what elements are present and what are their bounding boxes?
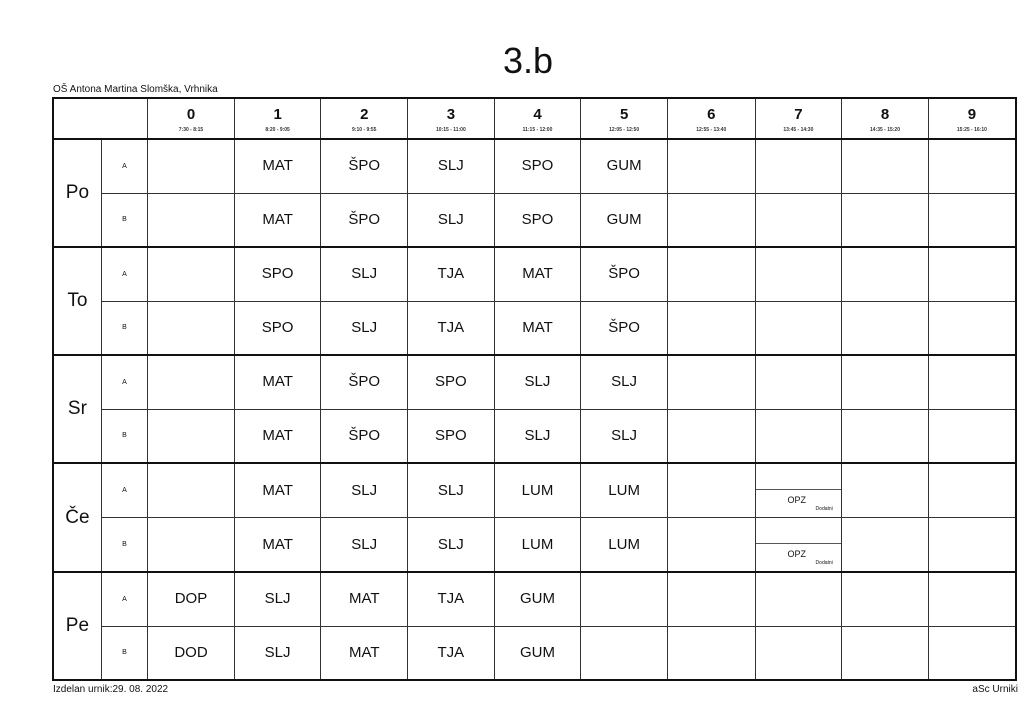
- extra-lesson: [756, 489, 842, 518]
- subject-label: SLJ: [611, 426, 638, 444]
- subject-label: MAT: [262, 481, 293, 499]
- lesson-cell: [667, 247, 755, 301]
- period-number: 5: [619, 106, 629, 123]
- subject-label: TJA: [437, 590, 465, 608]
- subject-label: SPO: [521, 157, 554, 175]
- lesson-cell: [842, 193, 929, 247]
- group-label: B: [101, 409, 147, 463]
- lesson-cell: [928, 518, 1016, 573]
- lesson-cell: [234, 518, 321, 573]
- lesson-cell: [581, 463, 668, 518]
- lesson-cell: [581, 355, 668, 409]
- table-row: [53, 463, 1016, 518]
- lesson-cell: [755, 409, 842, 463]
- lesson-cell: [234, 139, 321, 193]
- lesson-cell: [928, 409, 1016, 463]
- subject-label: ŠPO: [348, 210, 381, 228]
- day-label: Po: [53, 139, 101, 247]
- period-header-9: [928, 98, 1016, 139]
- subject-label: SLJ: [611, 373, 638, 391]
- lesson-cell: [234, 626, 321, 680]
- subject-label: SLJ: [351, 318, 378, 336]
- subject-label: SPO: [435, 426, 467, 444]
- lesson-cell: [321, 572, 408, 626]
- lesson-cell: [755, 193, 842, 247]
- lesson-cell: [408, 247, 495, 301]
- period-number: 9: [967, 106, 977, 123]
- group-label: A: [101, 572, 147, 626]
- lesson-cell: [755, 355, 842, 409]
- period-header-2: [321, 98, 408, 139]
- group-label: B: [101, 301, 147, 355]
- subject-label: TJA: [437, 265, 465, 283]
- period-header-4: [494, 98, 581, 139]
- lesson-cell: [148, 301, 235, 355]
- lesson-cell: [928, 139, 1016, 193]
- day-label: Pe: [53, 572, 101, 680]
- period-time: 11:15 - 12:00: [522, 127, 553, 133]
- lesson-cell: [321, 301, 408, 355]
- subject-label: MAT: [262, 210, 293, 228]
- period-time: 12:05 - 12:50: [609, 127, 640, 133]
- lesson-cell: [321, 409, 408, 463]
- lesson-cell: [581, 572, 668, 626]
- lesson-cell: [928, 247, 1016, 301]
- lesson-cell: [234, 463, 321, 518]
- subject-label: ŠPO: [608, 318, 640, 336]
- period-number: 7: [794, 106, 803, 123]
- period-time: 9:10 - 9:55: [352, 127, 377, 133]
- lesson-cell: [321, 139, 408, 193]
- corner-cell: [53, 98, 148, 139]
- lesson-cell: [234, 301, 321, 355]
- lesson-cell: [581, 409, 668, 463]
- lesson-cell: [321, 355, 408, 409]
- lesson-cell: [928, 463, 1016, 518]
- lesson-cell: [842, 626, 929, 680]
- subject-label: SLJ: [351, 265, 378, 283]
- lesson-cell: [755, 518, 842, 573]
- lesson-cell: [755, 626, 842, 680]
- subject-label: LUM: [608, 481, 640, 499]
- period-header-3: [408, 98, 495, 139]
- lesson-cell: [321, 193, 408, 247]
- lesson-cell: [148, 518, 235, 573]
- lesson-cell: [408, 409, 495, 463]
- lesson-cell: [494, 409, 581, 463]
- lesson-cell: [408, 355, 495, 409]
- table-row: [53, 193, 1016, 247]
- day-label: Če: [53, 463, 101, 572]
- lesson-cell: [755, 139, 842, 193]
- lesson-cell: [321, 463, 408, 518]
- lesson-cell: [321, 247, 408, 301]
- lesson-cell: [408, 193, 495, 247]
- lesson-cell: [148, 355, 235, 409]
- lesson-cell: [581, 518, 668, 573]
- lesson-cell: [842, 572, 929, 626]
- subject-label: LUM: [521, 481, 554, 499]
- subject-label: LUM: [608, 535, 640, 553]
- period-header-6: [667, 98, 755, 139]
- lesson-cell: [667, 463, 755, 518]
- lesson-cell: [928, 626, 1016, 680]
- software-credit: aSc Urniki: [972, 684, 1018, 695]
- day-label: To: [53, 247, 101, 355]
- table-row: [53, 355, 1016, 409]
- lesson-cell: [581, 626, 668, 680]
- table-row: [53, 301, 1016, 355]
- extra-lesson-note: Dodatni: [815, 560, 833, 566]
- subject-label: ŠPO: [348, 373, 381, 391]
- subject-label: GUM: [519, 643, 555, 661]
- subject-label: SLJ: [524, 373, 551, 391]
- lesson-cell: [408, 626, 495, 680]
- period-number: 8: [880, 106, 890, 123]
- lesson-cell: [667, 139, 755, 193]
- subject-label: GUM: [519, 590, 555, 608]
- lesson-cell: [234, 193, 321, 247]
- subject-label: SLJ: [437, 157, 464, 175]
- lesson-cell: [667, 409, 755, 463]
- day-label: Sr: [53, 355, 101, 463]
- lesson-cell: [667, 193, 755, 247]
- lesson-cell: [494, 247, 581, 301]
- subject-label: MAT: [262, 157, 293, 175]
- lesson-cell: [755, 572, 842, 626]
- timetable-grid: [52, 97, 1017, 681]
- table-row: [53, 409, 1016, 463]
- subject-label: DOP: [174, 590, 208, 608]
- period-header-5: [581, 98, 668, 139]
- period-number: 0: [186, 106, 196, 123]
- period-number: 6: [707, 106, 716, 123]
- subject-label: MAT: [348, 643, 380, 661]
- lesson-cell: [667, 572, 755, 626]
- table-row: [53, 626, 1016, 680]
- school-name: OŠ Antona Martina Slomška, Vrhnika: [53, 84, 218, 95]
- subject-label: ŠPO: [348, 426, 381, 444]
- lesson-cell: [667, 355, 755, 409]
- subject-label: SLJ: [264, 643, 291, 661]
- period-number: 2: [360, 106, 369, 123]
- subject-label: MAT: [262, 426, 293, 444]
- extra-lesson-name: OPZ: [787, 549, 807, 559]
- table-row: [53, 139, 1016, 193]
- lesson-cell: [148, 572, 235, 626]
- extra-lesson-note: Dodatni: [815, 506, 833, 512]
- period-header-8: [842, 98, 929, 139]
- lesson-cell: [234, 409, 321, 463]
- lesson-cell: [755, 247, 842, 301]
- period-header-1: [234, 98, 321, 139]
- subject-label: TJA: [437, 643, 465, 661]
- lesson-cell: [842, 247, 929, 301]
- table-row: [53, 518, 1016, 573]
- lesson-cell: [148, 247, 235, 301]
- subject-label: SLJ: [351, 535, 378, 553]
- group-label: A: [101, 463, 147, 518]
- lesson-cell: [148, 193, 235, 247]
- group-label: A: [101, 247, 147, 301]
- subject-label: DOD: [174, 643, 208, 661]
- lesson-cell: [842, 355, 929, 409]
- lesson-cell: [148, 626, 235, 680]
- lesson-cell: [667, 518, 755, 573]
- subject-label: SLJ: [437, 535, 464, 553]
- lesson-cell: [581, 247, 668, 301]
- group-label: B: [101, 518, 147, 573]
- timetable-title: 3.b: [502, 40, 554, 81]
- period-time: 14:35 - 15:20: [869, 127, 900, 133]
- lesson-cell: [494, 193, 581, 247]
- group-label: A: [101, 355, 147, 409]
- extra-lesson-name: OPZ: [787, 495, 807, 505]
- table-row: [53, 247, 1016, 301]
- lesson-cell: [842, 301, 929, 355]
- subject-label: ŠPO: [608, 265, 640, 283]
- lesson-cell: [581, 301, 668, 355]
- lesson-cell: [234, 355, 321, 409]
- lesson-cell: [408, 518, 495, 573]
- period-number: 3: [446, 106, 456, 123]
- group-label: B: [101, 193, 147, 247]
- period-time: 15:25 - 16:10: [956, 127, 987, 133]
- subject-label: GUM: [606, 157, 642, 175]
- lesson-cell: [494, 518, 581, 573]
- period-time: 10:15 - 11:00: [435, 127, 466, 133]
- subject-label: MAT: [522, 265, 553, 283]
- group-label: A: [101, 139, 147, 193]
- lesson-cell: [494, 301, 581, 355]
- lesson-cell: [408, 572, 495, 626]
- lesson-cell: [928, 572, 1016, 626]
- lesson-cell: [234, 572, 321, 626]
- subject-label: MAT: [522, 318, 553, 336]
- subject-label: SPO: [521, 210, 554, 228]
- period-time: 13:45 - 14:30: [783, 127, 814, 133]
- lesson-cell: [842, 463, 929, 518]
- subject-label: SPO: [261, 318, 294, 336]
- table-row: [53, 572, 1016, 626]
- lesson-cell: [494, 139, 581, 193]
- lesson-cell: [581, 139, 668, 193]
- lesson-cell: [148, 409, 235, 463]
- period-number: 4: [533, 106, 542, 123]
- subject-label: SPO: [435, 373, 467, 391]
- lesson-cell: [928, 301, 1016, 355]
- period-time: 8:20 - 9:05: [265, 127, 290, 133]
- period-time: 12:55 - 13:40: [696, 127, 727, 133]
- subject-label: GUM: [606, 210, 642, 228]
- lesson-cell: [408, 463, 495, 518]
- lesson-cell: [928, 193, 1016, 247]
- lesson-cell: [321, 518, 408, 573]
- lesson-cell: [148, 463, 235, 518]
- subject-label: SPO: [261, 265, 294, 283]
- lesson-cell: [842, 139, 929, 193]
- lesson-cell: [494, 355, 581, 409]
- period-time: 7:30 - 8:15: [178, 127, 204, 133]
- lesson-cell: [842, 518, 929, 573]
- created-date: Izdelan urnik:29. 08. 2022: [53, 684, 169, 695]
- period-header-0: [148, 98, 235, 139]
- subject-label: SLJ: [524, 426, 551, 444]
- subject-label: MAT: [348, 590, 380, 608]
- lesson-cell: [755, 301, 842, 355]
- lesson-cell: [494, 572, 581, 626]
- lesson-cell: [494, 626, 581, 680]
- subject-label: TJA: [437, 318, 465, 336]
- period-number: 1: [273, 106, 282, 123]
- lesson-cell: [148, 139, 235, 193]
- group-label: B: [101, 626, 147, 680]
- subject-label: MAT: [262, 373, 293, 391]
- lesson-cell: [667, 301, 755, 355]
- lesson-cell: [667, 626, 755, 680]
- lesson-cell: [408, 301, 495, 355]
- lesson-cell: [494, 463, 581, 518]
- lesson-cell: [234, 247, 321, 301]
- subject-label: ŠPO: [348, 157, 381, 175]
- subject-label: LUM: [521, 535, 554, 553]
- lesson-cell: [321, 626, 408, 680]
- subject-label: SLJ: [264, 590, 291, 608]
- lesson-cell: [408, 139, 495, 193]
- lesson-cell: [842, 409, 929, 463]
- period-header-row: [53, 98, 1016, 139]
- lesson-cell: [928, 355, 1016, 409]
- subject-label: SLJ: [437, 210, 464, 228]
- lesson-cell: [755, 463, 842, 518]
- subject-label: MAT: [262, 535, 293, 553]
- subject-label: SLJ: [437, 481, 464, 499]
- period-header-7: [755, 98, 842, 139]
- extra-lesson: [756, 543, 842, 572]
- subject-label: SLJ: [351, 481, 378, 499]
- lesson-cell: [581, 193, 668, 247]
